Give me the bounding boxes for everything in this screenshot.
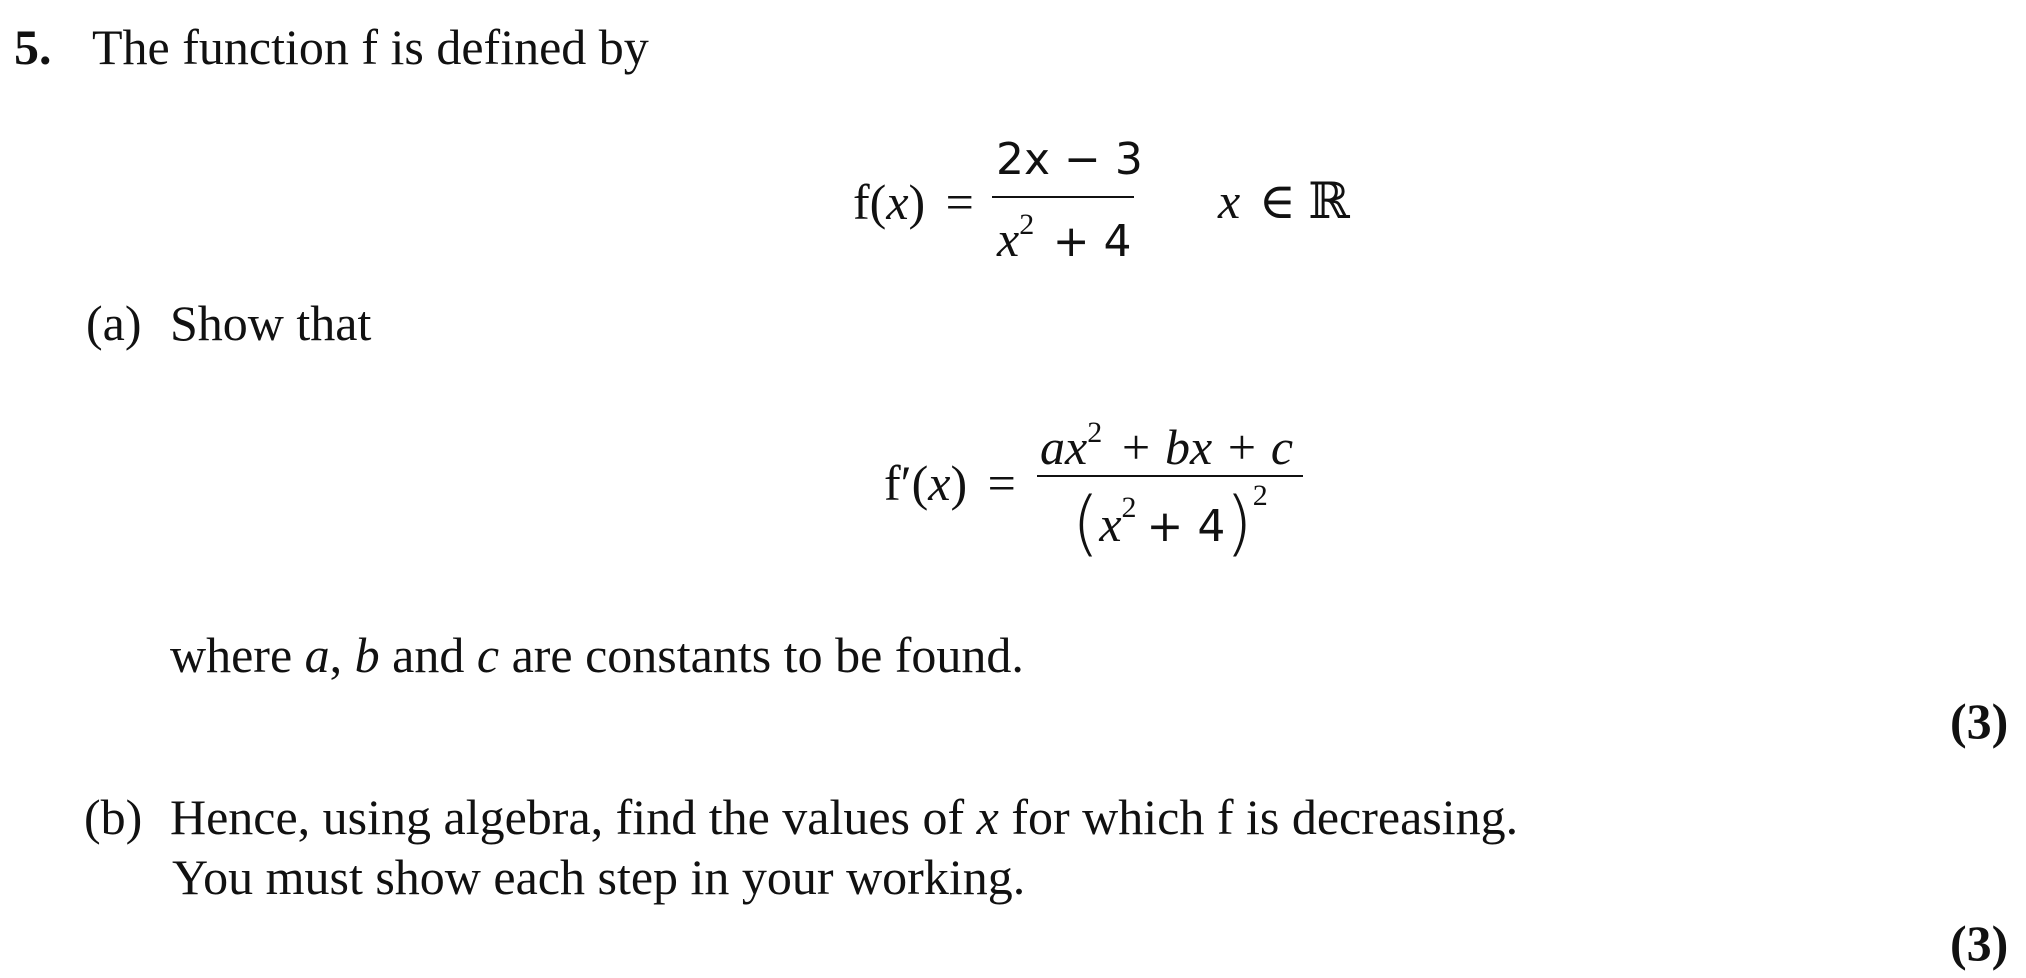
part-b-line2: You must show each step in your working. — [172, 849, 1026, 905]
part-b-line1: Hence, using algebra, find the values of x for which f is decreasing. — [170, 789, 1519, 845]
derivative-denominator: (x2 + 4)2 — [1072, 479, 1268, 564]
derivative-fraction-bar — [1037, 475, 1303, 477]
part-a-label: (a) — [86, 295, 142, 351]
question-number: 5. — [14, 19, 52, 75]
part-a-text: Show that — [170, 295, 372, 351]
part-a-marks: (3) — [1950, 693, 2009, 749]
part-b-marks: (3) — [1950, 915, 2009, 971]
definition-numerator: 2x − 3 — [996, 134, 1143, 185]
definition-fraction-bar — [992, 196, 1134, 198]
question-intro: The function f is defined by — [92, 19, 649, 75]
part-b-label: (b) — [84, 789, 143, 845]
derivative-numerator: $ax^2$ + bx + c — [1040, 416, 1294, 475]
definition-denominator: $x^2 + 4$ — [997, 208, 1132, 267]
definition-domain: x ∈ ℝ — [1218, 173, 1350, 229]
derivative-lhs: f′(x) = — [884, 455, 1016, 511]
part-a-where-text: where a, b and c are constants to be found. — [170, 627, 1024, 683]
definition-lhs: f(x) = — [853, 174, 974, 230]
